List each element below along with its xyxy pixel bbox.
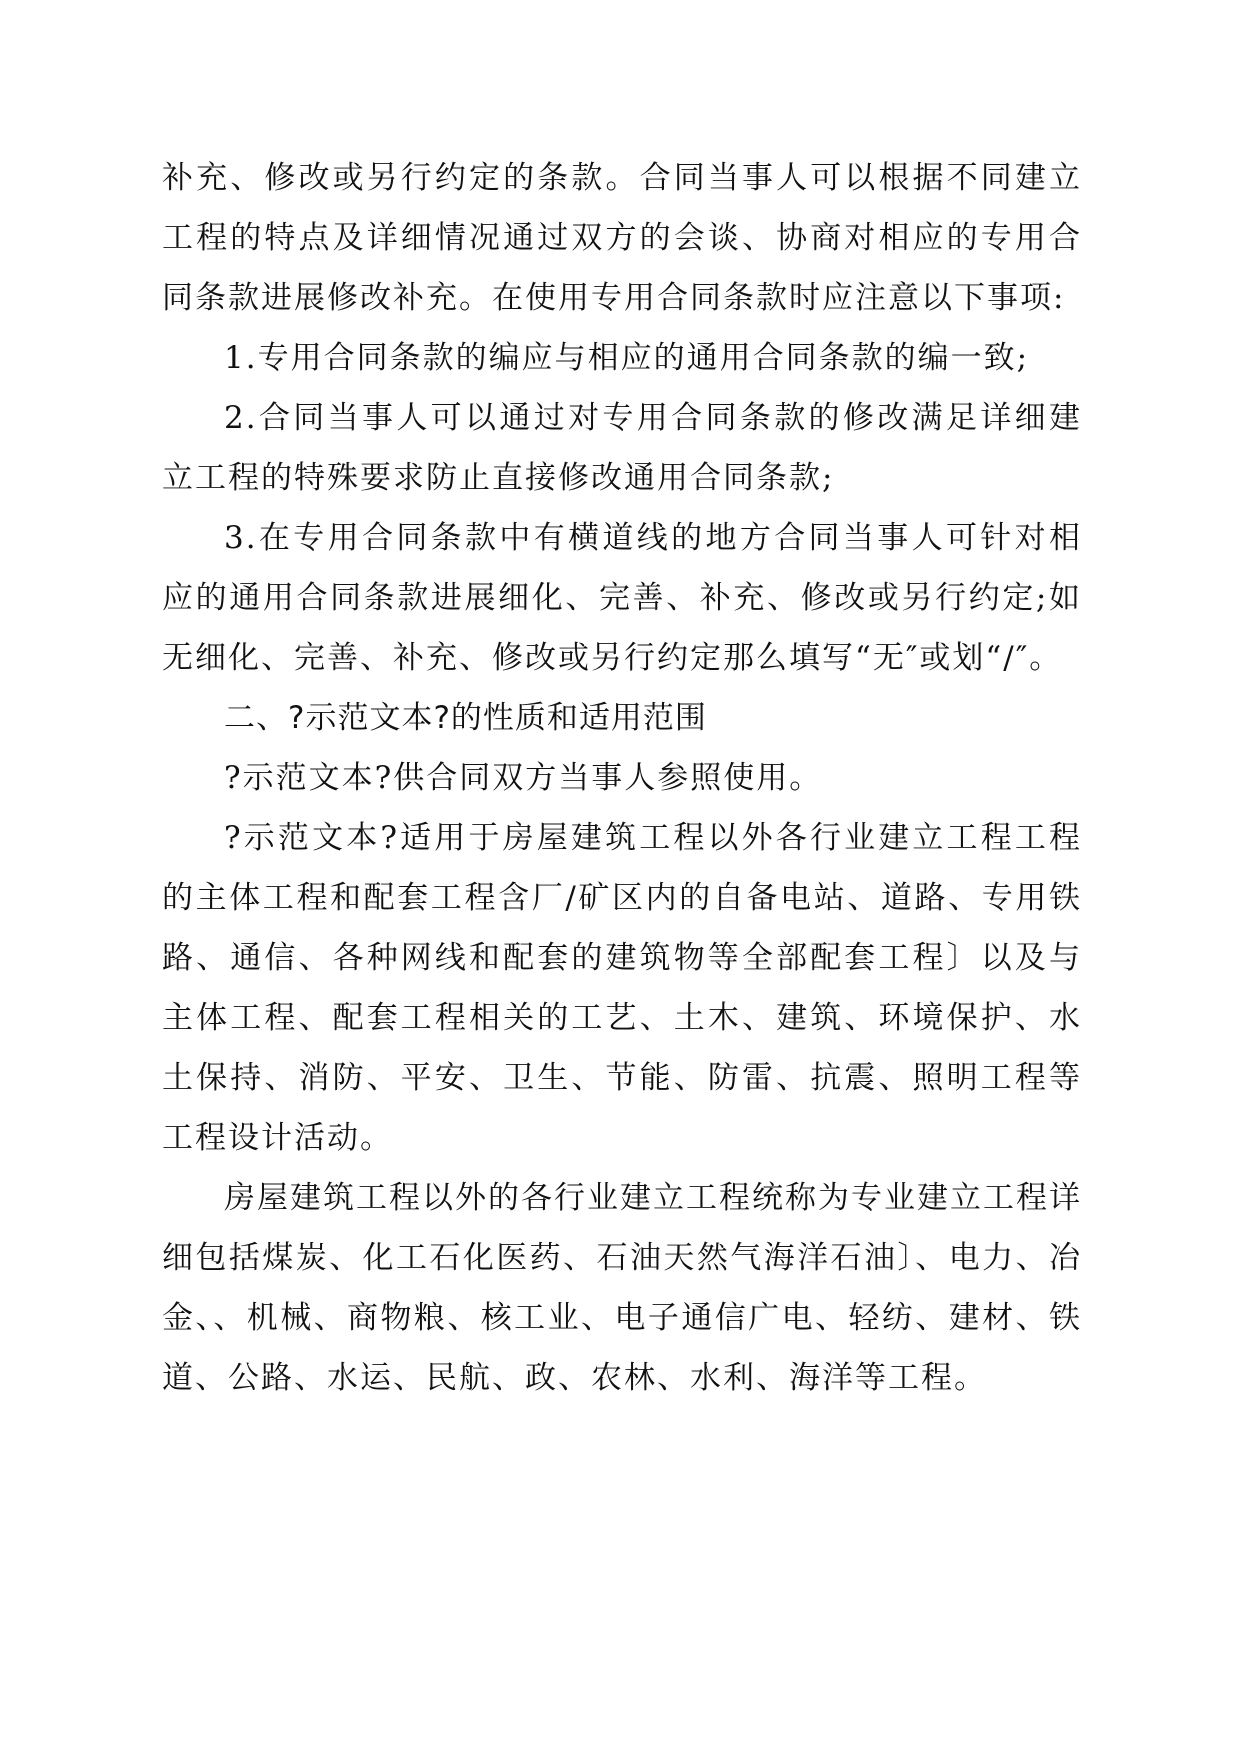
document-body bbox=[162, 148, 1082, 1408]
paragraph-industries: 房屋建筑工程以外的各行业建立工程统称为专业建立工程详细包括煤炭、化工石化医药、石油天然气海洋石油〕、电力、冶金、、机械、商物粮、核工业、电子通信广电、轻纺、建材、铁道、公路、水运、民航、政、农林、水利、海洋等工程。 bbox=[162, 1180, 1082, 1396]
section-heading: 二、?示范文本?的性质和适用范围 bbox=[224, 700, 707, 736]
list-item-3: 3.在专用合同条款中有横道线的地方合同当事人可针对相应的通用合同条款进展细化、完善、补充、修改或另行约定;如无细化、完善、补充、修改或另行约定那么填写“无″或划“/″。 bbox=[162, 520, 1082, 676]
paragraph-intro: 补充、修改或另行约定的条款。合同当事人可以根据不同建立工程的特点及详细情况通过双方的会谈、协商对相应的专用合同条款进展修改补充。在使用专用合同条款时应注意以下事项: bbox=[162, 160, 1082, 316]
paragraph-scope: ?示范文本?适用于房屋建筑工程以外各行业建立工程工程的主体工程和配套工程含厂/矿区内的自备电站、道路、专用铁路、通信、各种网线和配套的建筑物等全部配套工程〕以及与主体工程、配套工程相关的工艺、土木、建筑、环境保护、水土保持、消防、平安、卫生、节能、防雷、抗震、照明工程等工程设计活动。 bbox=[162, 820, 1082, 1156]
paragraph-usage: ?示范文本?供合同双方当事人参照使用。 bbox=[224, 760, 823, 796]
list-item-1: 1.专用合同条款的编应与相应的通用合同条款的编一致; bbox=[224, 340, 1030, 376]
list-item-2: 2.合同当事人可以通过对专用合同条款的修改满足详细建立工程的特殊要求防止直接修改通用合同条款; bbox=[162, 400, 1082, 496]
